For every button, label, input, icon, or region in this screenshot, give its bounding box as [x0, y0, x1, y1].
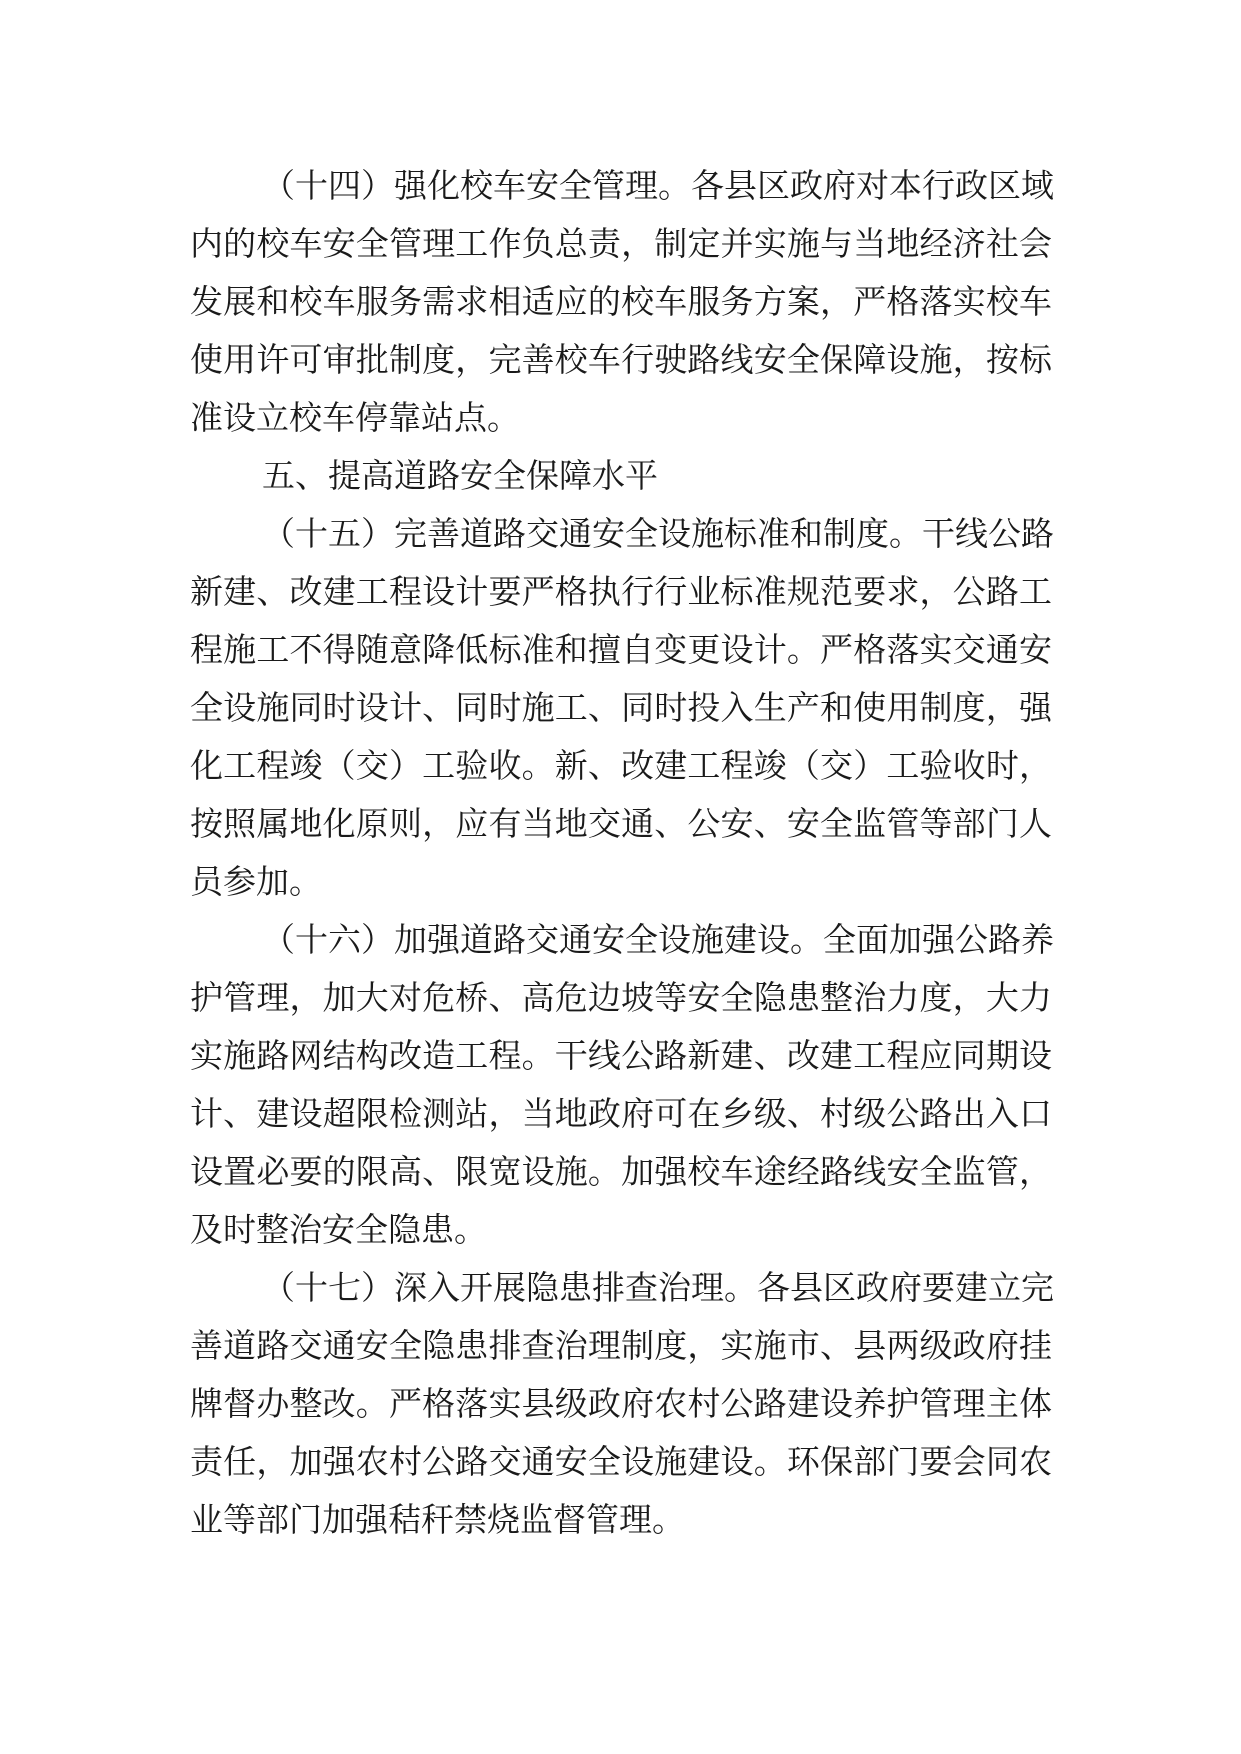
paragraph-line: 护管理，加大对危桥、高危边坡等安全隐患整治力度，大力 [190, 978, 1052, 1017]
paragraph-line: 实施路网结构改造工程。干线公路新建、改建工程应同期设 [190, 1036, 1052, 1075]
paragraph-first-line: （十七）深入开展隐患排查治理。各县区政府要建立完 [262, 1268, 1054, 1307]
text-line [0, 970, 1241, 1026]
text-line [0, 1086, 1241, 1142]
text-line [0, 158, 1241, 214]
text-line [0, 1028, 1241, 1084]
text-line [0, 1434, 1241, 1490]
text-line [0, 796, 1241, 852]
text-line [0, 448, 1241, 504]
text-line [0, 506, 1241, 562]
section-heading: 五、提高道路安全保障水平 [262, 456, 658, 495]
text-line [0, 1318, 1241, 1374]
text-line [0, 680, 1241, 736]
text-line [0, 1202, 1241, 1258]
paragraph-first-line: （十四）强化校车安全管理。各县区政府对本行政区域 [262, 166, 1054, 205]
text-line [0, 738, 1241, 794]
text-line [0, 216, 1241, 272]
paragraph-first-line: （十五）完善道路交通安全设施标准和制度。干线公路 [262, 514, 1054, 553]
paragraph-last-line: 员参加。 [190, 862, 322, 901]
paragraph-line: 责任，加强农村公路交通安全设施建设。环保部门要会同农 [190, 1442, 1052, 1481]
paragraph-line: 使用许可审批制度，完善校车行驶路线安全保障设施，按标 [190, 340, 1052, 379]
text-line [0, 1144, 1241, 1200]
text-line [0, 390, 1241, 446]
text-line [0, 912, 1241, 968]
text-line [0, 1260, 1241, 1316]
paragraph-line: 设置必要的限高、限宽设施。加强校车途经路线安全监管， [190, 1152, 1052, 1191]
paragraph-line: 牌督办整改。严格落实县级政府农村公路建设养护管理主体 [190, 1384, 1052, 1423]
paragraph-line: 程施工不得随意降低标准和擅自变更设计。严格落实交通安 [190, 630, 1052, 669]
paragraph-line: 善道路交通安全隐患排查治理制度，实施市、县两级政府挂 [190, 1326, 1052, 1365]
paragraph-line: 内的校车安全管理工作负总责，制定并实施与当地经济社会 [190, 224, 1052, 263]
paragraph-last-line: 准设立校车停靠站点。 [190, 398, 520, 437]
text-line [0, 1492, 1241, 1548]
text-line [0, 622, 1241, 678]
text-line [0, 274, 1241, 330]
text-line [0, 854, 1241, 910]
paragraph-line: 新建、改建工程设计要严格执行行业标准规范要求，公路工 [190, 572, 1052, 611]
paragraph-last-line: 及时整治安全隐患。 [190, 1210, 487, 1249]
paragraph-line: 全设施同时设计、同时施工、同时投入生产和使用制度，强 [190, 688, 1052, 727]
paragraph-line: 按照属地化原则，应有当地交通、公安、安全监管等部门人 [190, 804, 1052, 843]
paragraph-last-line: 业等部门加强秸秆禁烧监督管理。 [190, 1500, 685, 1539]
text-line [0, 332, 1241, 388]
text-line [0, 564, 1241, 620]
text-line [0, 1376, 1241, 1432]
paragraph-line: 化工程竣（交）工验收。新、改建工程竣（交）工验收时， [190, 746, 1052, 785]
paragraph-line: 发展和校车服务需求相适应的校车服务方案，严格落实校车 [190, 282, 1052, 321]
paragraph-line: 计、建设超限检测站，当地政府可在乡级、村级公路出入口 [190, 1094, 1052, 1133]
paragraph-first-line: （十六）加强道路交通安全设施建设。全面加强公路养 [262, 920, 1054, 959]
